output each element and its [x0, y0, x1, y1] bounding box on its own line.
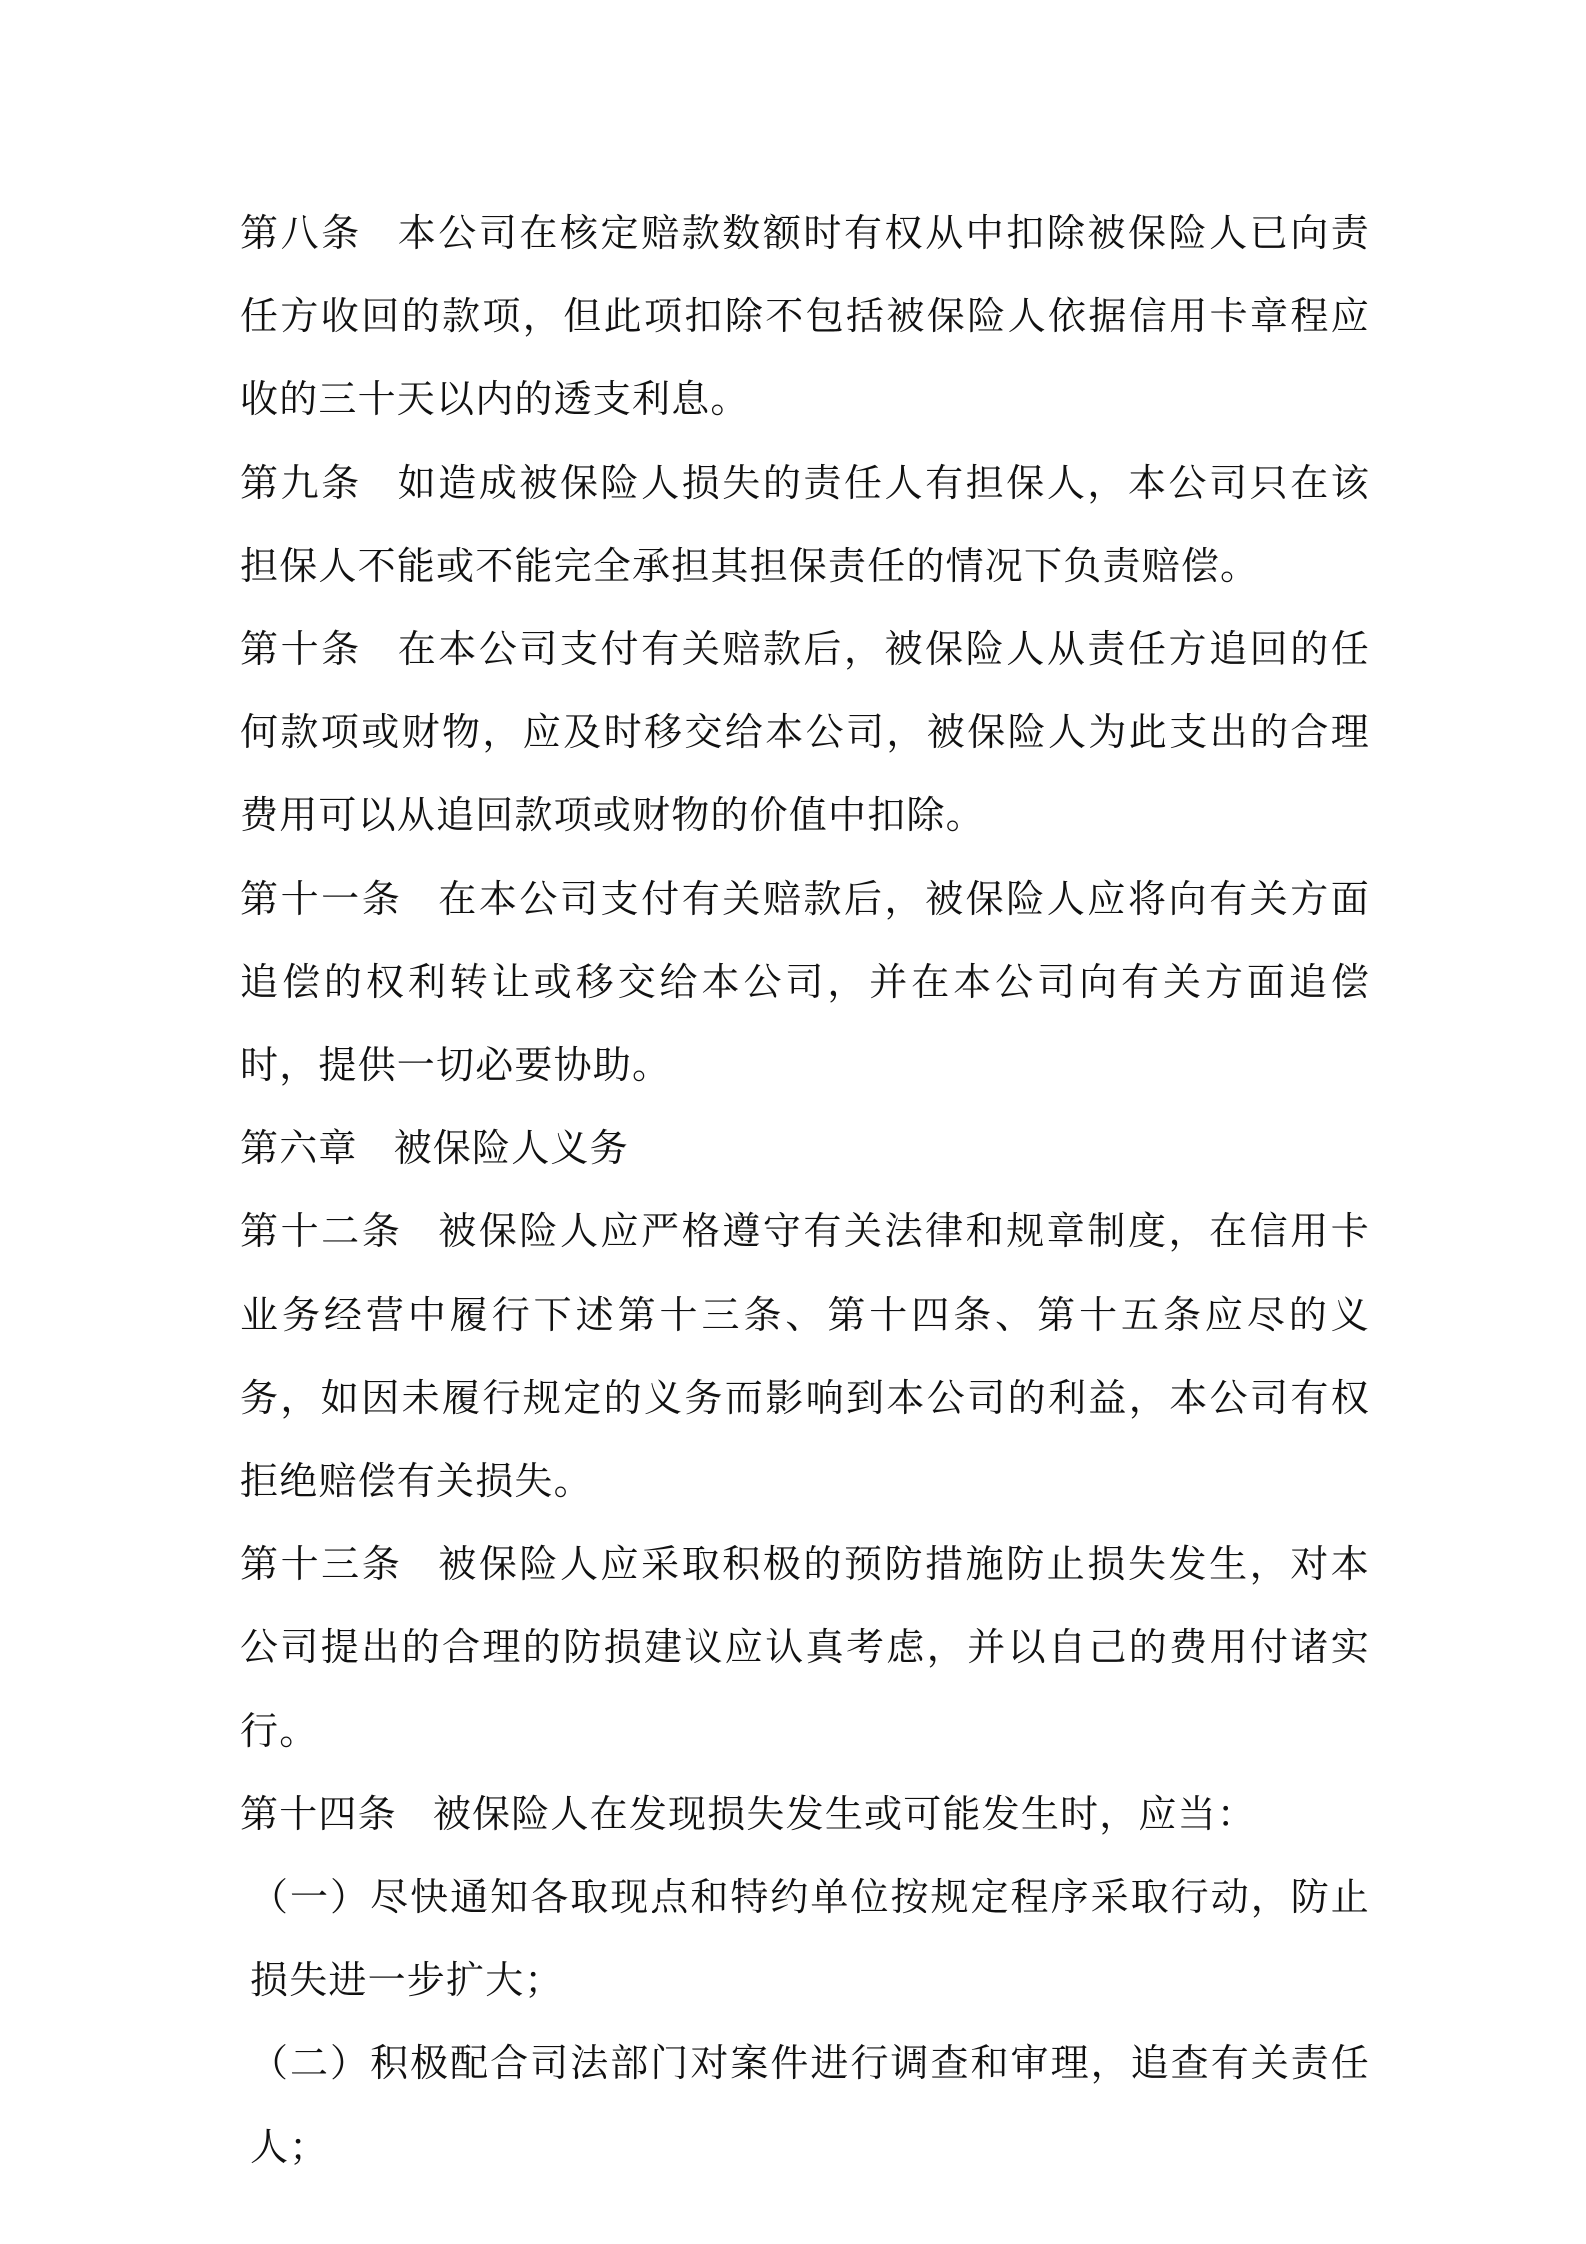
- list-item-text: 尽快通知各取现点和特约单位按规定程序采取行动，防止损失进一步扩大；: [250, 1875, 1370, 2003]
- article-14: [240, 1773, 1370, 1856]
- chapter-label: 第六章: [240, 1126, 358, 1171]
- article-11: [240, 858, 1370, 1108]
- list-item-marker: （二）: [250, 2041, 371, 2086]
- article-text: 被保险人在发现损失发生或可能发生时，应当：: [432, 1791, 1257, 1836]
- article-label: 第十三条: [240, 1542, 403, 1587]
- list-item-1: [240, 1856, 1370, 2022]
- article-text: 在本公司支付有关赔款后，被保险人应将向有关方面追偿的权利转让或移交给本公司，并在本公司向有关方面追偿时，提供一切必要协助。: [240, 876, 1370, 1088]
- article-8: [240, 192, 1370, 442]
- article-text: 本公司在核定赔款数额时有权从中扣除被保险人已向责任方收回的款项，但此项扣除不包括被保险人依据信用卡章程应收的三十天以内的透支利息。: [240, 211, 1370, 422]
- article-label: 第十一条: [240, 876, 403, 921]
- article-text: 被保险人应严格遵守有关法律和规章制度，在信用卡业务经营中履行下述第十三条、第十四条、第十五条应尽的义务，如因未履行规定的义务而影响到本公司的利益，本公司有权拒绝赔偿有关损失。: [240, 1209, 1370, 1504]
- list-item-marker: （一）: [250, 1875, 371, 1920]
- article-text: 被保险人应采取积极的预防措施防止损失发生，对本公司提出的合理的防损建议应认真考虑，并以自己的费用付诸实行。: [240, 1542, 1370, 1753]
- article-text: 如造成被保险人损失的责任人有担保人，本公司只在该担保人不能或不能完全承担其担保责任的情况下负责赔偿。: [240, 460, 1370, 588]
- article-9: [240, 442, 1370, 608]
- document-body: [240, 192, 1370, 2189]
- article-label: 第八条: [240, 211, 362, 255]
- article-12: [240, 1190, 1370, 1523]
- list-item-text: 积极配合司法部门对案件进行调查和审理，追查有关责任人；: [250, 2041, 1370, 2169]
- article-10: [240, 608, 1370, 858]
- article-label: 第十二条: [240, 1209, 403, 1254]
- article-13: [240, 1523, 1370, 1773]
- article-label: 第十四条: [240, 1791, 397, 1836]
- list-item-2: [240, 2022, 1370, 2188]
- article-label: 第十条: [240, 627, 362, 672]
- chapter-6-heading: [240, 1107, 1370, 1190]
- article-text: 在本公司支付有关赔款后，被保险人从责任方追回的任何款项或财物，应及时移交给本公司，被保险人为此支出的合理费用可以从追回款项或财物的价值中扣除。: [240, 627, 1370, 838]
- article-label: 第九条: [240, 460, 362, 505]
- chapter-title: 被保险人义务: [393, 1126, 629, 1171]
